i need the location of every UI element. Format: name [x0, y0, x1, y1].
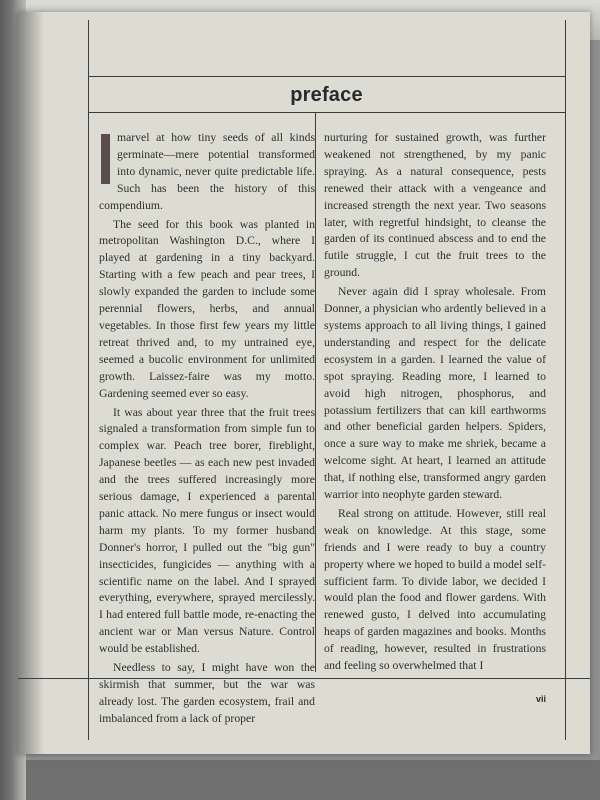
paragraph: Never again did I spray wholesale. From Donner, a physician who ardently believed in a systems approach to all living things, I gained understanding and respect for the delicate ecosystem in a garden. I learned the value of spot spraying. Reading more, I learned to avoid high nitrogen, phosphorus, and potassium fertilizers that can kill earthworms and other beneficial garden helpers. Spiders, once a sure way to make me shriek, became a welcome sight. At heart, I learned an attitude that, if nothing else, transformed angry garden warrior into neophyte garden steward.: [324, 285, 546, 502]
page-number: vii: [536, 694, 547, 704]
paragraph: nurturing for sustained growth, was further weakened not strengthened, by my panic spraying. As a natural consequence, pests renewed their attack with a vengeance and increased strength the next year. Two seasons later, with regretful hindsight, to cleanse the garden of its continued abscess and to end the futile struggle, I cut the fruit trees to the ground.: [324, 131, 546, 280]
paragraph: Needless to say, I might have won the skirmish that summer, but the war was already lost. The garden ecosystem, frail and imbalanced from a lack of proper: [99, 661, 315, 725]
page-title: preface: [290, 84, 363, 106]
right-text-column: [324, 130, 546, 677]
gutter-shadow: [18, 12, 44, 754]
drop-cap-i: [101, 134, 110, 184]
paragraph: marvel at how tiny seeds of all kinds germinate—mere potential transformed into dynamic, never quite predictable life. Such has been the history of this compendium.: [99, 131, 315, 212]
paragraph: The seed for this book was planted in metropolitan Washington D.C., where I played at gardening in a tiny backyard. Starting with a few peach and pear trees, I slowly expanded the garden to include some perennial flowers, herbs, and annual vegetables. In those first few years my little retreat thrived and, to my untrained eye, seemed a bucolic environment for unlimited growth. Laissez-faire was my motto. Gardening seemed ever so easy.: [99, 217, 315, 400]
title-bottom-rule: [88, 112, 565, 113]
right-margin-rule: [565, 20, 566, 740]
desk-surface-bottom: [0, 760, 600, 800]
column-divider-rule: [315, 112, 316, 672]
paragraph: It was about year three that the fruit trees signaled a transformation from simple fun to complex war. Peach tree borer, fireblight, Japanese beetles — as each new pest invaded and the trees suffered increasingly more serious damage, I experienced a parental panic attack. No mere fungus or insect would harm my plants. To my former husband Donner's horror, I pulled out the "big gun" insecticides, fungicides — anything with a scientific name on the label. And I sprayed everything, everywhere, sprayed mercilessly. I had entered full battle mode, re-enacting the ancient war or Man versus Nature. Control would be established.: [99, 405, 315, 656]
left-text-column: [99, 130, 315, 730]
paragraph: Real strong on attitude. However, still real weak on knowledge. At this stage, some friends and I were ready to buy a country property where we hoped to build a model self-sufficient farm. To divide labor, we decided I would plan the food and flower gardens. With renewed gusto, I delved into accumulating heaps of garden magazines and books. Months of reading, however, resulted in frustrations and feeling so overwhelmed that I: [324, 506, 546, 673]
left-margin-rule: [88, 20, 89, 740]
book-page: [18, 12, 590, 754]
title-top-rule: [88, 76, 565, 77]
